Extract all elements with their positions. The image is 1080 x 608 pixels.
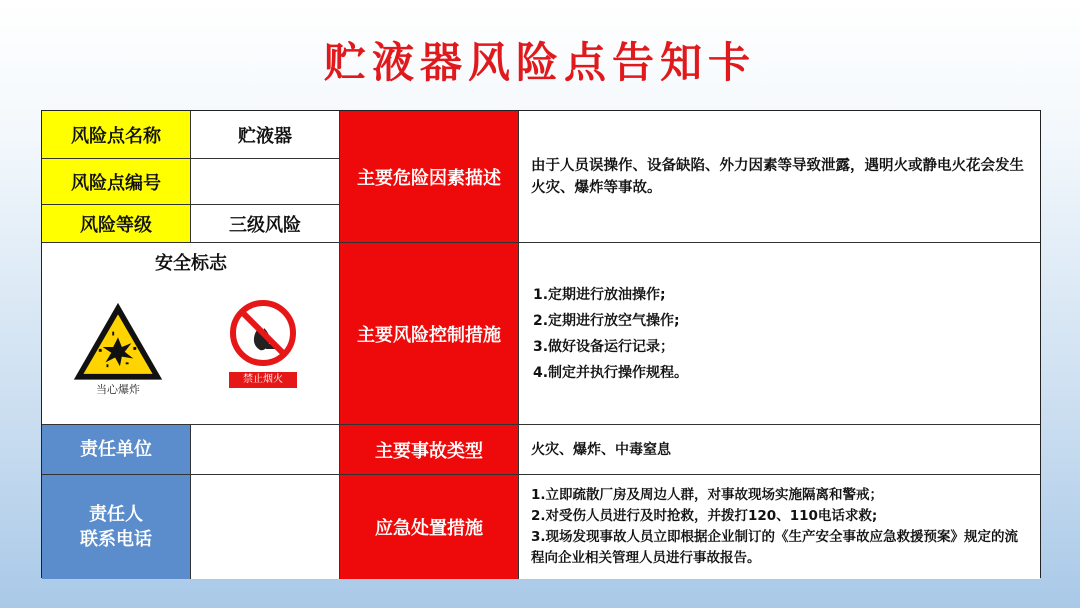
emergency-measures-list [519,475,1040,579]
control-item: 3.做好设备运行记录； [533,338,675,355]
label-emergency-measures: 应急处置措施 [340,475,519,579]
safety-signs-panel [42,243,340,425]
control-measures-list [519,243,1040,425]
label-responsible-unit: 责任单位 [42,425,191,475]
emergency-item: 1.立即疏散厂房及周边人群，对事故现场实施隔离和警戒； [531,487,884,503]
label-risk-name: 风险点名称 [42,111,191,159]
emergency-item: 3.现场发现事故人员立即根据企业制订的《生产安全事故应急救援预案》规定的流程向企业相关管理人员进行事故报告。 [531,529,1019,566]
explosion-caption: 当心爆炸 [96,383,140,396]
label-responsible-person-line2: 联系电话 [80,529,152,550]
label-hazard-desc: 主要危险因素描述 [340,111,519,243]
control-item: 1.定期进行放油操作; [533,286,666,303]
risk-card [41,110,1041,578]
accident-types-text: 火灾、爆炸、中毒窒息 [519,425,1040,475]
label-control-measures: 主要风险控制措施 [340,243,519,425]
value-responsible-unit [191,425,340,475]
value-risk-name: 贮液器 [191,111,340,159]
hazard-desc-value: 由于人员误操作、设备缺陷、外力因素等导致泄露，遇明火或静电火花会发生火灾、爆炸等事故。 [531,157,1024,196]
no-fire-caption: 禁止烟火 [229,372,297,388]
label-responsible-person [42,475,191,579]
hazard-desc-text [519,111,1040,243]
no-open-flame-icon [228,298,298,368]
emergency-item: 2.对受伤人员进行及时抢救，并拨打120、110电话求救; [531,508,878,524]
value-risk-level: 三级风险 [191,205,340,243]
value-risk-code [191,159,340,205]
label-risk-level: 风险等级 [42,205,191,243]
control-item: 2.定期进行放空气操作; [533,312,680,329]
explosion-warning-icon [70,299,166,385]
label-responsible-person-line1: 责任人 [89,504,143,525]
label-accident-types: 主要事故类型 [340,425,519,475]
safety-signs-title: 安全标志 [155,253,227,274]
label-risk-code: 风险点编号 [42,159,191,205]
control-item: 4.制定并执行操作规程。 [533,364,689,381]
page-title: 贮液器风险点告知卡 [323,38,756,87]
value-responsible-person [191,475,340,579]
